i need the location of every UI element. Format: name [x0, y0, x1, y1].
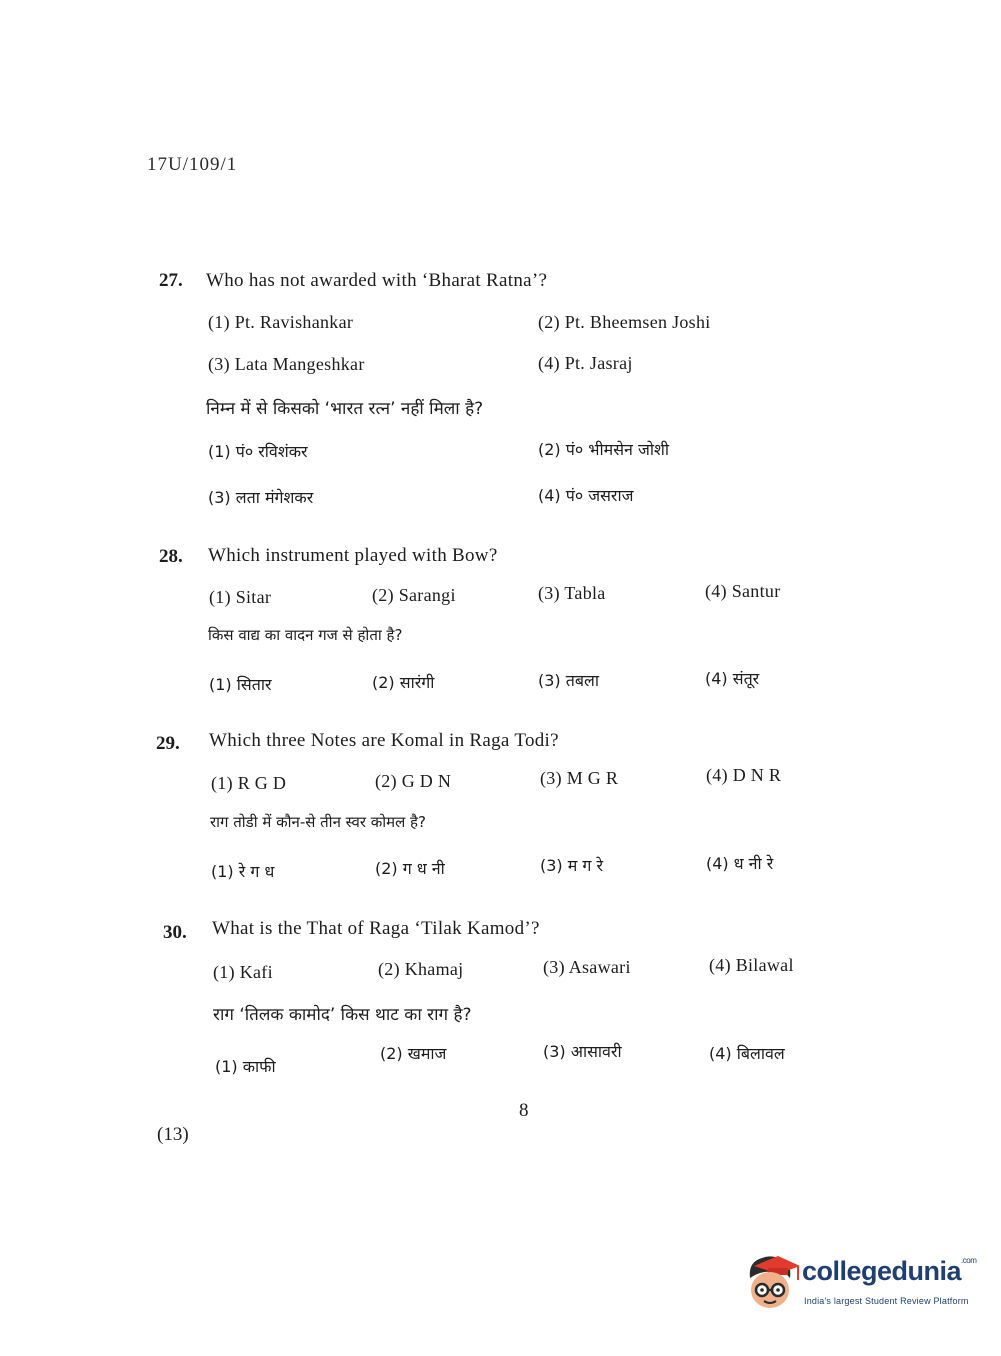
q28-option-2-hi: (2) सारंगी [372, 673, 435, 692]
question-29-text-en: Which three Notes are Komal in Raga Todi? [209, 730, 559, 751]
sheet-marker: (13) [157, 1124, 189, 1145]
q30-option-2-en: (2) Khamaj [378, 959, 464, 979]
q28-option-4-en: (4) Santur [705, 581, 781, 601]
q29-option-1-hi: (1) रे ग ध [211, 862, 275, 881]
question-27-text-en: Who has not awarded with ‘Bharat Ratna’? [206, 270, 548, 291]
question-27-number: 27. [159, 270, 183, 291]
question-28-text-hi: किस वाद्य का वादन गज से होता है? [208, 626, 403, 644]
q27-option-1-en: (1) Pt. Ravishankar [208, 312, 354, 332]
paper-code: 17U/109/1 [147, 154, 238, 175]
q29-option-2-en: (2) G D N [375, 771, 452, 791]
question-28-number: 28. [159, 546, 183, 567]
q28-option-3-hi: (3) तबला [538, 671, 599, 690]
q27-option-4-hi: (4) पं० जसराज [538, 486, 634, 505]
q29-option-1-en: (1) R G D [211, 773, 287, 793]
question-30-text-en: What is the That of Raga ‘Tilak Kamod’? [212, 918, 540, 939]
q28-option-3-en: (3) Tabla [538, 583, 606, 603]
brand-tagline: India's largest Student Review Platform [804, 1296, 969, 1306]
q29-option-3-hi: (3) म ग रे [540, 856, 604, 875]
q28-option-4-hi: (4) संतूर [705, 669, 760, 688]
q27-option-3-en: (3) Lata Mangeshkar [208, 354, 365, 374]
question-27-text-hi: निम्न में से किसको ‘भारत रत्न’ नहीं मिला है? [206, 399, 484, 419]
q28-option-2-en: (2) Sarangi [372, 585, 456, 605]
question-28-text-en: Which instrument played with Bow? [208, 545, 498, 566]
collegedunia-watermark [744, 1252, 977, 1322]
q30-option-4-hi: (4) बिलावल [709, 1044, 785, 1063]
q29-option-4-hi: (4) ध नी रे [706, 854, 774, 873]
question-29-text-hi: राग तोडी में कौन-से तीन स्वर कोमल है? [210, 813, 426, 831]
brand-name: collegedunia$^{.com}$ [802, 1256, 977, 1286]
mascot-icon [744, 1252, 800, 1316]
q30-option-1-en: (1) Kafi [213, 962, 273, 982]
q29-option-3-en: (3) M G R [540, 768, 619, 788]
question-29-number: 29. [156, 733, 180, 754]
q27-option-2-en: (2) Pt. Bheemsen Joshi [538, 312, 711, 332]
q27-option-1-hi: (1) पं० रविशंकर [208, 442, 308, 461]
q29-option-4-en: (4) D N R [706, 765, 782, 785]
q30-option-4-en: (4) Bilawal [709, 955, 794, 975]
question-30-number: 30. [163, 922, 187, 943]
q28-option-1-hi: (1) सितार [209, 675, 272, 694]
q30-option-3-en: (3) Asawari [543, 957, 631, 977]
q30-option-2-hi: (2) खमाज [380, 1044, 447, 1063]
q30-option-3-hi: (3) आसावरी [543, 1042, 622, 1061]
q27-option-3-hi: (3) लता मंगेशकर [208, 488, 314, 507]
q29-option-2-hi: (2) ग ध नी [375, 859, 445, 878]
question-30-text-hi: राग ‘तिलक कामोद’ किस थाट का राग है? [213, 1005, 472, 1025]
page-number: 8 [519, 1100, 529, 1121]
q30-option-1-hi: (1) काफी [215, 1057, 276, 1076]
q28-option-1-en: (1) Sitar [209, 587, 272, 607]
q27-option-2-hi: (2) पं० भीमसेन जोशी [538, 440, 670, 459]
q27-option-4-en: (4) Pt. Jasraj [538, 353, 633, 373]
